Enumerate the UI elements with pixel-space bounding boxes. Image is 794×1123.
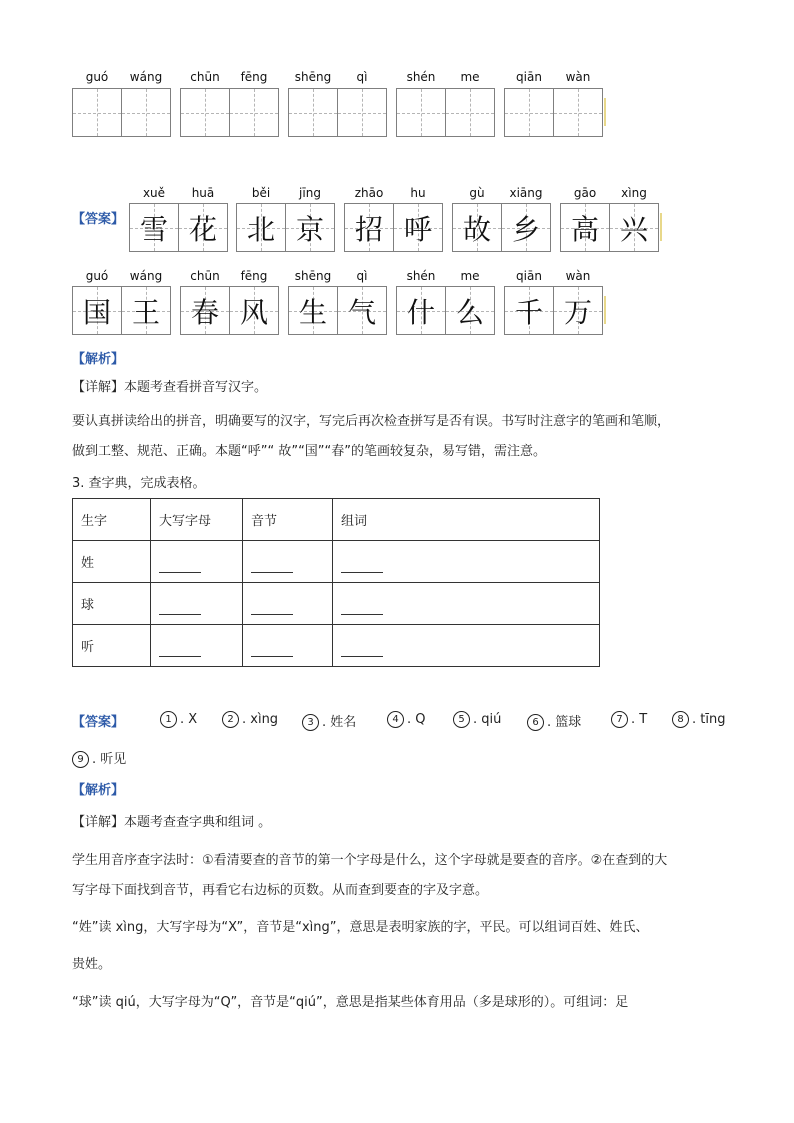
pinyin-label: gù (469, 186, 485, 200)
tianzige-cell (229, 88, 279, 137)
answer-3-label: 【答案】 (72, 715, 125, 730)
hanzi-character (181, 89, 229, 136)
character-grid-pair (236, 203, 335, 252)
circled-number: 9 (72, 751, 89, 768)
pinyin-label: běi (251, 186, 271, 200)
tianzige-cell (396, 88, 446, 137)
hanzi-character: 么 (455, 295, 484, 329)
margin-mark (604, 296, 606, 324)
tianzige-cell (445, 88, 495, 137)
character-grid-pair (504, 286, 603, 335)
pinyin-label: shén (406, 269, 436, 283)
circled-number: 3 (302, 714, 319, 731)
pinyin-label: wàn (565, 269, 591, 283)
tianzige-cell (229, 286, 279, 335)
pinyin-label: shén (406, 70, 436, 84)
answer-text: . xìng (242, 712, 279, 727)
answer-item (453, 711, 501, 728)
detail-3-text: 【详解】本题考查查字典和组词 。 (72, 815, 272, 830)
circled-number: 4 (387, 711, 404, 728)
pinyin-label: guó (85, 269, 109, 283)
answer-item (222, 711, 278, 728)
blank-cell (151, 583, 243, 625)
character-grid-pair (129, 203, 228, 252)
pinyin-label: zhāo (354, 186, 384, 200)
hanzi-character: 万 (563, 295, 592, 329)
answer-text: . tīng (692, 712, 726, 727)
explanation-line-1: 要认真拼读给出的拼音，明确要写的汉字，写完后再次检查拼写是否有误。书写时注意字的笔画和笔顺， (72, 414, 671, 429)
pinyin-label: qì (356, 70, 368, 84)
tianzige-cell (504, 88, 554, 137)
pinyin-label: me (460, 269, 480, 283)
answer-item (387, 711, 426, 728)
header-cell: 生字 (73, 499, 151, 541)
margin-mark (660, 213, 662, 241)
tianzige-cell (129, 203, 179, 252)
character-grid-pair (180, 88, 279, 137)
analysis-label: 【解析】 (72, 352, 125, 367)
table-row (73, 625, 600, 667)
hanzi-character (446, 89, 494, 136)
hanzi-character (505, 89, 553, 136)
table-row (73, 541, 600, 583)
tianzige-cell (452, 203, 502, 252)
pinyin-label: me (460, 70, 480, 84)
answer-item (302, 711, 356, 731)
character-grid-pair (288, 88, 387, 137)
hanzi-character (230, 89, 278, 136)
pinyin-label: wàn (565, 70, 591, 84)
blank-cell (333, 625, 600, 667)
pinyin-label: wáng (129, 70, 163, 84)
header-cell: 大写字母 (151, 499, 243, 541)
answer-item (160, 711, 197, 728)
answer-text: . T (631, 712, 648, 727)
blank-cell (151, 625, 243, 667)
blank-cell (243, 541, 333, 583)
tianzige-cell (396, 286, 446, 335)
character-grid-pair (504, 88, 603, 137)
tianzige-cell (501, 203, 551, 252)
pinyin-label: huā (191, 186, 215, 200)
explanation-3-line-3: “姓”读 xìng，大写字母为“X”，音节是“xìng”，意思是表明家族的字，平民。可以组词百姓、姓氏、 (72, 920, 649, 935)
answer-item (72, 748, 126, 768)
answer-text: . Q (407, 712, 426, 727)
hanzi-character (338, 89, 386, 136)
tianzige-cell (285, 203, 335, 252)
tianzige-cell (344, 203, 394, 252)
hanzi-character (122, 89, 170, 136)
dictionary-table (72, 498, 600, 667)
hanzi-character: 高 (570, 212, 599, 246)
blank-cell (333, 541, 600, 583)
blank-cell (151, 541, 243, 583)
hanzi-character: 兴 (619, 212, 648, 246)
answer-text: . qiú (473, 712, 502, 727)
tianzige-cell (337, 286, 387, 335)
pinyin-label: chūn (190, 269, 220, 283)
answer-label: 【答案】 (72, 212, 125, 227)
character-grid-pair (396, 88, 495, 137)
answer-text: . X (180, 712, 198, 727)
circled-number: 6 (527, 714, 544, 731)
tianzige-cell (609, 203, 659, 252)
explanation-3-line-4: 贵姓。 (72, 957, 112, 972)
character-grid-pair (72, 88, 171, 137)
pinyin-label: xiāng (509, 186, 543, 200)
tianzige-cell (504, 286, 554, 335)
answer-item (611, 711, 647, 728)
tianzige-cell (288, 88, 338, 137)
character-grid-pair (180, 286, 279, 335)
pinyin-label: guó (85, 70, 109, 84)
character-grid-pair (344, 203, 443, 252)
tianzige-cell (337, 88, 387, 137)
pinyin-label: qiān (516, 269, 542, 283)
margin-mark (604, 98, 606, 126)
pinyin-label: qì (356, 269, 368, 283)
tianzige-cell (445, 286, 495, 335)
explanation-3-line-1: 学生用音序查字法时：①看清要查的音节的第一个字母是什么，这个字母就是要查的音序。②在查到的大 (72, 853, 668, 868)
hanzi-character: 雪 (139, 212, 168, 246)
tianzige-cell (553, 88, 603, 137)
tianzige-cell (121, 88, 171, 137)
table-row (73, 583, 600, 625)
pinyin-label: fēng (240, 70, 268, 84)
pinyin-label: jīng (299, 186, 321, 200)
circled-number: 8 (672, 711, 689, 728)
answer-text: . 听见 (92, 752, 127, 767)
table-header-row (73, 499, 600, 541)
answer-text: . 篮球 (547, 715, 582, 730)
char-cell: 球 (73, 583, 151, 625)
pinyin-label: xìng (621, 186, 647, 200)
pinyin-label: qiān (516, 70, 542, 84)
question-3-title: 3. 查字典，完成表格。 (72, 476, 206, 491)
hanzi-character (554, 89, 602, 136)
circled-number: 2 (222, 711, 239, 728)
char-cell: 姓 (73, 541, 151, 583)
circled-number: 5 (453, 711, 470, 728)
tianzige-cell (121, 286, 171, 335)
pinyin-label: fēng (240, 269, 268, 283)
detail-text: 【详解】本题考查看拼音写汉字。 (72, 380, 268, 395)
tianzige-cell (180, 88, 230, 137)
tianzige-cell (553, 286, 603, 335)
tianzige-cell (236, 203, 286, 252)
explanation-3-line-2: 写字母下面找到音节，再看它右边标的页数。从而查到要查的字及字意。 (72, 883, 489, 898)
blank-cell (243, 625, 333, 667)
pinyin-label: chūn (190, 70, 220, 84)
hanzi-character: 京 (295, 212, 324, 246)
hanzi-character (73, 89, 121, 136)
char-cell: 听 (73, 625, 151, 667)
circled-number: 7 (611, 711, 628, 728)
answer-item (672, 711, 725, 728)
hanzi-character (289, 89, 337, 136)
tianzige-cell (393, 203, 443, 252)
pinyin-label: wáng (129, 269, 163, 283)
explanation-3-line-5: “球”读 qiú，大写字母为“Q”，音节是“qiú”，意思是指某些体育用品（多是球形的）。可组词：足 (72, 995, 629, 1010)
hanzi-character: 呼 (403, 212, 432, 246)
hanzi-character: 什 (406, 295, 435, 329)
header-cell: 组词 (333, 499, 600, 541)
tianzige-cell (72, 286, 122, 335)
character-grid-pair (288, 286, 387, 335)
pinyin-label: shēng (294, 269, 332, 283)
character-grid-pair (560, 203, 659, 252)
hanzi-character (397, 89, 445, 136)
header-cell: 音节 (243, 499, 333, 541)
circled-number: 1 (160, 711, 177, 728)
hanzi-character: 千 (514, 295, 543, 329)
hanzi-character: 花 (188, 212, 217, 246)
hanzi-character: 故 (462, 212, 491, 246)
answer-text: . 姓名 (322, 715, 357, 730)
tianzige-cell (178, 203, 228, 252)
character-grid-pair (396, 286, 495, 335)
answer-item (527, 711, 581, 731)
hanzi-character: 春 (190, 295, 219, 329)
pinyin-label: gāo (573, 186, 597, 200)
hanzi-character: 国 (82, 295, 111, 329)
hanzi-character: 北 (246, 212, 275, 246)
blank-cell (243, 583, 333, 625)
hanzi-character: 气 (347, 295, 376, 329)
tianzige-cell (72, 88, 122, 137)
pinyin-label: hu (410, 186, 426, 200)
character-grid-pair (452, 203, 551, 252)
blank-cell (333, 583, 600, 625)
hanzi-character: 招 (354, 212, 383, 246)
hanzi-character: 风 (239, 295, 268, 329)
hanzi-character: 生 (298, 295, 327, 329)
analysis-3-label: 【解析】 (72, 783, 125, 798)
hanzi-character: 乡 (511, 212, 540, 246)
pinyin-label: xuě (142, 186, 166, 200)
tianzige-cell (560, 203, 610, 252)
pinyin-label: shēng (294, 70, 332, 84)
tianzige-cell (288, 286, 338, 335)
character-grid-pair (72, 286, 171, 335)
hanzi-character: 王 (131, 295, 160, 329)
tianzige-cell (180, 286, 230, 335)
explanation-line-2: 做到工整、规范、正确。本题“呼”“ 故”“国”“春”的笔画较复杂，易写错，需注意。 (72, 444, 547, 459)
